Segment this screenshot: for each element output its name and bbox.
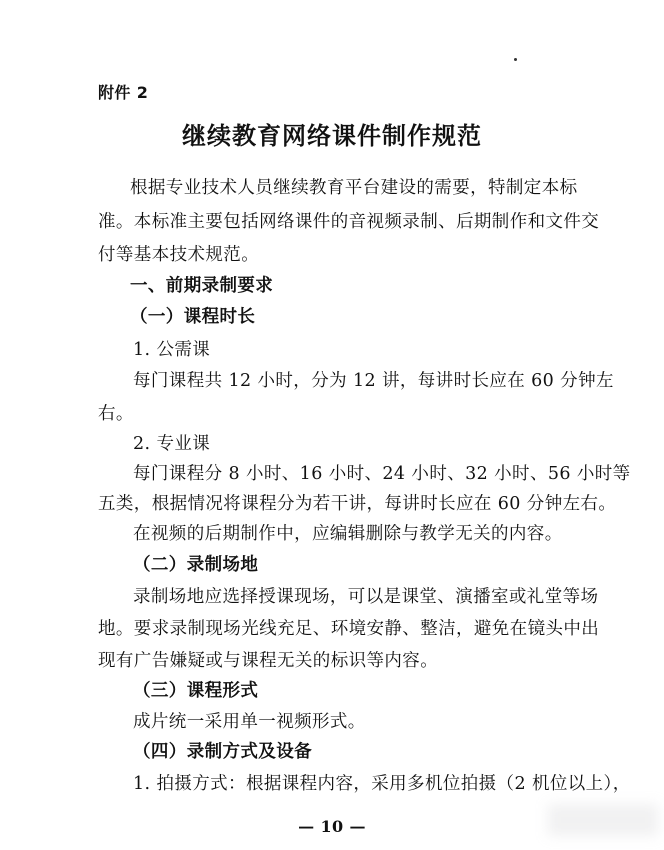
section-heading: 一、前期录制要求	[130, 276, 274, 296]
paragraph-line: 在视频的后期制作中，应编辑删除与教学无关的内容。	[133, 524, 563, 544]
paragraph-line: 录制场地应选择授课现场，可以是课堂、演播室或礼堂等场	[133, 587, 599, 607]
paragraph-line: 准。本标准主要包括网络课件的音视频录制、后期制作和文件交	[98, 212, 600, 232]
document-title: 继续教育网络课件制作规范	[182, 121, 482, 150]
paragraph-line: 付等基本技术规范。	[98, 245, 260, 265]
item-heading: 1. 公需课	[133, 340, 211, 360]
paragraph-line: 现有广告嫌疑或与课程无关的标识等内容。	[98, 651, 439, 671]
subsection-heading: （一）课程时长	[130, 307, 256, 327]
paragraph-line: 右。	[98, 404, 134, 424]
subsection-heading: （三）课程形式	[133, 681, 259, 701]
page-number: — 10 —	[298, 817, 366, 836]
paragraph-line: 五类，根据情况将课程分为若干讲，每讲时长应在 60 分钟左右。	[98, 494, 617, 514]
scan-speck	[514, 58, 517, 61]
paragraph-line: 成片统一采用单一视频形式。	[133, 712, 366, 732]
paragraph-line: 每门课程共 12 小时，分为 12 讲，每讲时长应在 60 分钟左	[133, 371, 614, 391]
paragraph-line: 地。要求录制现场光线充足、环境安静、整洁，避免在镜头中出	[98, 619, 600, 639]
paragraph-line: 根据专业技术人员继续教育平台建设的需要，特制定本标	[130, 178, 578, 198]
item-heading: 2. 专业课	[133, 434, 211, 454]
scan-smudge	[548, 804, 658, 836]
attachment-label: 附件 2	[98, 83, 149, 102]
paragraph-line: 1. 拍摄方式：根据课程内容，采用多机位拍摄（2 机位以上），	[133, 774, 631, 794]
paragraph-line: 每门课程分 8 小时、16 小时、24 小时、32 小时、56 小时等	[133, 464, 631, 484]
subsection-heading: （四）录制方式及设备	[133, 742, 312, 762]
subsection-heading: （二）录制场地	[133, 555, 259, 575]
